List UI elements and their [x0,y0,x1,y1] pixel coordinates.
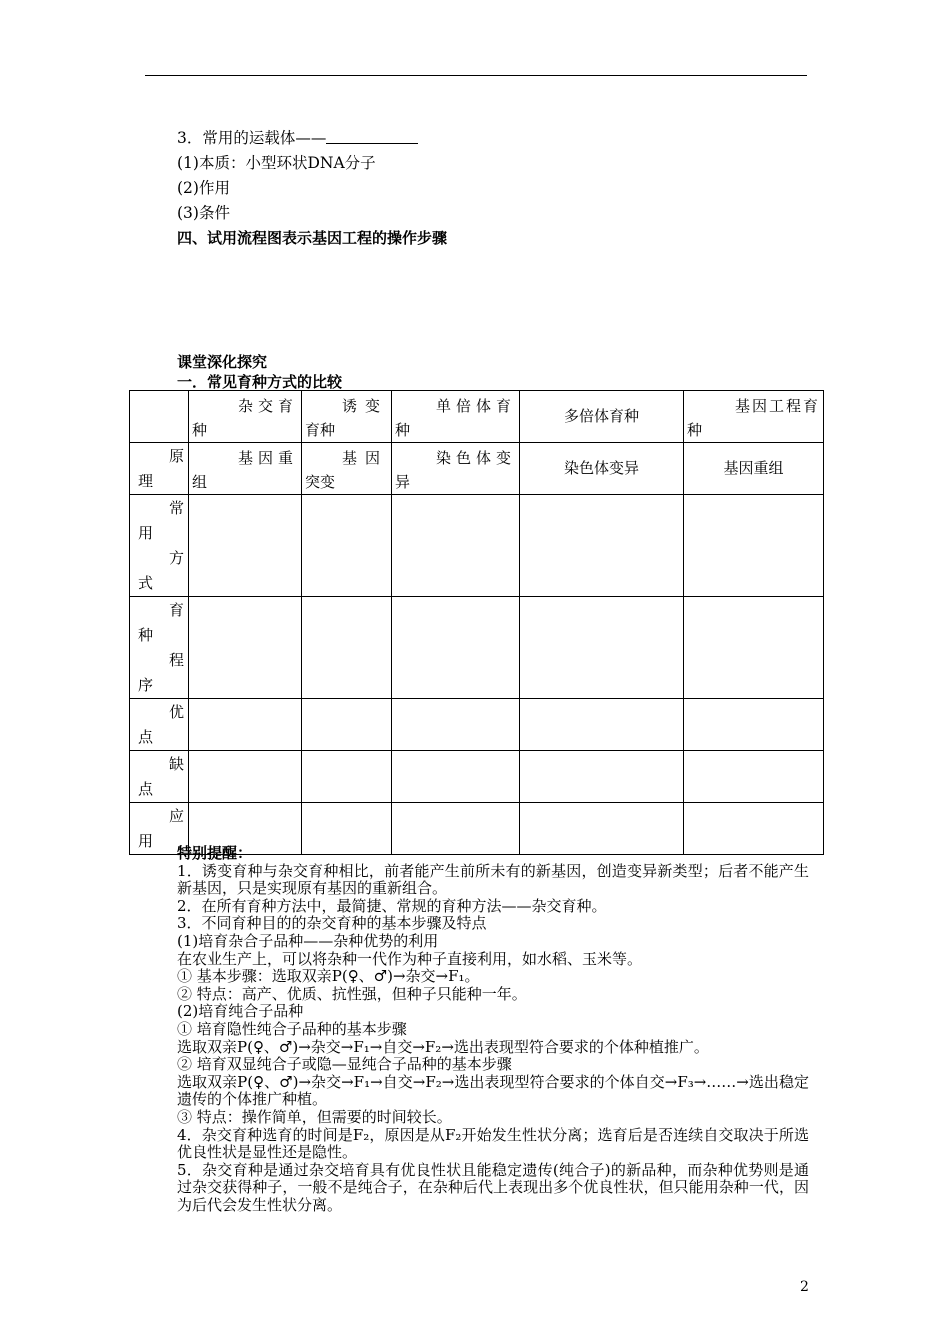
row-label: 原 理 [130,443,189,495]
table-row [130,699,824,751]
principle-cell: 染色体变异 [520,443,684,495]
section4-heading: 四、试用流程图表示基因工程的操作步骤 [177,229,448,247]
blank-cell[interactable] [302,495,392,597]
header-rule [145,75,807,76]
table-header-row [130,391,824,443]
blank-cell[interactable] [189,751,302,803]
note-paragraph: ① 基本步骤：选取双亲P(♀、♂)→杂交→F₁。 [177,967,480,986]
row-label: 优 点 [130,699,189,751]
header-cell: 基因工程育 种 [684,391,824,443]
blank-cell[interactable] [520,751,684,803]
note-paragraph: ③ 特点：操作简单，但需要的时间较长。 [177,1107,452,1126]
principle-cell: 基因重 组 [189,443,302,495]
blank-cell[interactable] [684,597,824,699]
note-paragraph: 5．杂交育种是通过杂交培育具有优良性状且能稳定遗传(纯合子)的新品种，而杂种优势则是通过杂交获得种子，一般不是纯合子，在杂种后代上表现出多个优良性状，但只能用杂种一代，因为后代会发生性状分离。 [177,1160,809,1214]
fill-blank[interactable] [326,129,418,144]
note-paragraph: ② 培育双显纯合子或隐—显纯合子品种的基本步骤 [177,1055,512,1074]
row-label: 缺 点 [130,751,189,803]
vector-heading: 3．常用的运载体—— [177,128,418,148]
blank-cell[interactable] [520,495,684,597]
table-title: 一．常见育种方式的比较 [177,373,343,391]
blank-cell[interactable] [189,597,302,699]
blank-cell[interactable] [302,597,392,699]
note-paragraph: 1．诱变育种与杂交育种相比，前者能产生前所未有的新基因，创造变异新类型；后者不能产生新基因，只是实现原有基因的重新组合。 [177,861,809,898]
note-paragraph: (1)培育杂合子品种——杂种优势的利用 [177,931,439,950]
vector-item: (2)作用 [177,179,230,197]
note-paragraph: 选取双亲P(♀、♂)→杂交→F₁→自交→F₂→选出表现型符合要求的个体自交→F₃→……→选出稳定遗传的个体推广种植。 [177,1072,809,1109]
header-cell: 多倍体育种 [520,391,684,443]
table-row [130,495,824,597]
note-paragraph: 3．不同育种目的的杂交育种的基本步骤及特点 [177,914,487,933]
blank-cell[interactable] [189,495,302,597]
blank-cell[interactable] [520,699,684,751]
blank-cell[interactable] [302,699,392,751]
table-row [130,597,824,699]
header-cell: 单倍体育 种 [392,391,520,443]
notes-section [145,845,809,1214]
vector-item: (3)条件 [177,204,230,222]
principle-cell: 基因重组 [684,443,824,495]
header-cell: 杂交育 种 [189,391,302,443]
principle-cell: 染色体变 异 [392,443,520,495]
blank-cell[interactable] [392,699,520,751]
principle-cell: 基因 突变 [302,443,392,495]
blank-cell[interactable] [302,751,392,803]
blank-cell[interactable] [684,495,824,597]
breeding-comparison-table [129,390,824,855]
blank-cell[interactable] [392,597,520,699]
blank-cell[interactable] [189,699,302,751]
notes-title: 特别提醒： [177,844,253,862]
page-number: 2 [800,1279,809,1295]
blank-cell[interactable] [684,699,824,751]
row-label: 常 用 方 式 [130,495,189,597]
blank-cell[interactable] [392,751,520,803]
note-paragraph: 2．在所有育种方法中，最简捷、常规的育种方法——杂交育种。 [177,896,607,915]
blank-cell[interactable] [684,751,824,803]
table-row [130,751,824,803]
row-label: 应 用 [130,803,189,855]
note-paragraph: ② 特点：高产、优质、抗性强，但种子只能种一年。 [177,984,527,1003]
vector-item: (1)本质：小型环状DNA分子 [177,154,376,172]
note-paragraph: 选取双亲P(♀、♂)→杂交→F₁→自交→F₂→选出表现型符合要求的个体种植推广。 [177,1037,709,1056]
note-paragraph: 在农业生产上，可以将杂种一代作为种子直接利用，如水稻、玉米等。 [177,949,643,968]
blank-cell[interactable] [392,495,520,597]
note-paragraph: (2)培育纯合子品种 [177,1002,304,1021]
blank-cell[interactable] [520,597,684,699]
note-paragraph: ① 培育隐性纯合子品种的基本步骤 [177,1019,407,1038]
header-cell: 诱变 育种 [302,391,392,443]
table-row-principle [130,443,824,495]
table-corner-cell [130,391,189,443]
row-label: 育 种 程 序 [130,597,189,699]
note-paragraph: 4．杂交育种选育的时间是F₂，原因是从F₂开始发生性状分离；选育后是否连续自交取决于所选优良性状是显性还是隐性。 [177,1125,809,1162]
explore-heading: 课堂深化探究 [177,353,268,371]
